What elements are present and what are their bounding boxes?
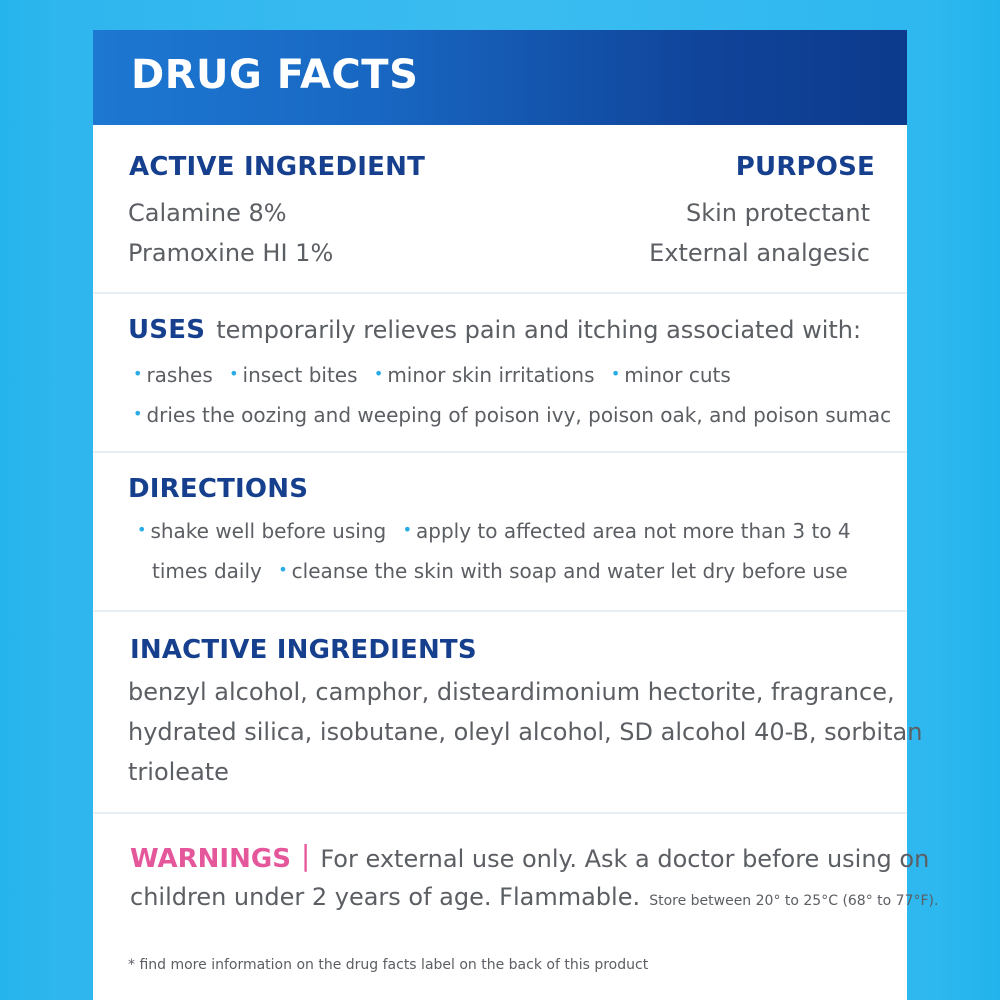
section-divider: [93, 610, 907, 612]
warnings-line-1: [130, 841, 929, 874]
list-item: apply to affected area not more than 3 to 4: [416, 519, 851, 543]
section-divider: [93, 451, 907, 453]
uses-line: [128, 315, 861, 345]
bullet-dot-icon: •: [278, 560, 288, 579]
uses-bullets-row-2: [133, 403, 891, 427]
section-divider: [93, 292, 907, 294]
purpose-external-analgesic: External analgesic: [649, 239, 870, 267]
directions-row-2: [152, 559, 848, 583]
directions-row-1: [137, 519, 851, 543]
ingredient-pramoxine: Pramoxine HI 1%: [128, 239, 334, 267]
list-item: times daily: [152, 559, 262, 583]
inactive-ingredients-line-1: benzyl alcohol, camphor, disteardimonium hectorite, fragrance,: [128, 678, 895, 706]
list-item: cleanse the skin with soap and water let dry before use: [291, 559, 848, 583]
list-item: insect bites: [242, 363, 358, 387]
bullet-dot-icon: •: [610, 364, 621, 383]
list-item: minor skin irritations: [387, 363, 595, 387]
footnote: * find more information on the drug facts label on the back of this product: [128, 957, 649, 973]
warnings-text-1: For external use only. Ask a doctor before using on: [320, 845, 930, 873]
purpose-skin-protectant: Skin protectant: [685, 199, 870, 227]
bullet-dot-icon: •: [133, 364, 143, 383]
uses-intro: temporarily relieves pain and itching associated with:: [216, 316, 862, 344]
warnings-text-2: children under 2 years of age. Flammable.: [130, 883, 641, 911]
bullet-dot-icon: •: [402, 520, 412, 539]
inactive-ingredients-heading: INACTIVE INGREDIENTS: [130, 635, 477, 665]
uses-heading: USES: [128, 315, 206, 345]
bullet-dot-icon: •: [373, 364, 384, 383]
list-item: shake well before using: [150, 519, 387, 543]
storage-note: Store between 20° to 25°C (68° to 77°F).: [649, 893, 939, 909]
drug-facts-banner: [93, 30, 907, 125]
ingredient-calamine: Calamine 8%: [128, 199, 287, 227]
list-item: minor cuts: [624, 363, 731, 387]
section-divider: [93, 812, 907, 814]
warnings-separator: |: [300, 839, 311, 872]
bullet-dot-icon: •: [133, 404, 143, 423]
uses-bullets-row-1: [133, 363, 731, 387]
active-ingredient-heading: ACTIVE INGREDIENT: [129, 152, 426, 182]
warnings-line-2: [130, 883, 938, 911]
directions-heading: DIRECTIONS: [128, 474, 309, 504]
inactive-ingredients-line-2: hydrated silica, isobutane, oleyl alcohol, SD alcohol 40-B, sorbitan: [128, 718, 923, 746]
drug-facts-panel: [93, 30, 939, 1000]
inactive-ingredients-line-3: trioleate: [128, 758, 229, 786]
list-item: dries the oozing and weeping of poison ivy, poison oak, and poison sumac: [146, 403, 892, 427]
warnings-heading: WARNINGS: [130, 844, 291, 874]
page-title: DRUG FACTS: [131, 52, 419, 98]
purpose-heading: PURPOSE: [735, 152, 875, 182]
bullet-dot-icon: •: [229, 364, 239, 383]
bullet-dot-icon: •: [137, 520, 147, 539]
list-item: rashes: [146, 363, 213, 387]
